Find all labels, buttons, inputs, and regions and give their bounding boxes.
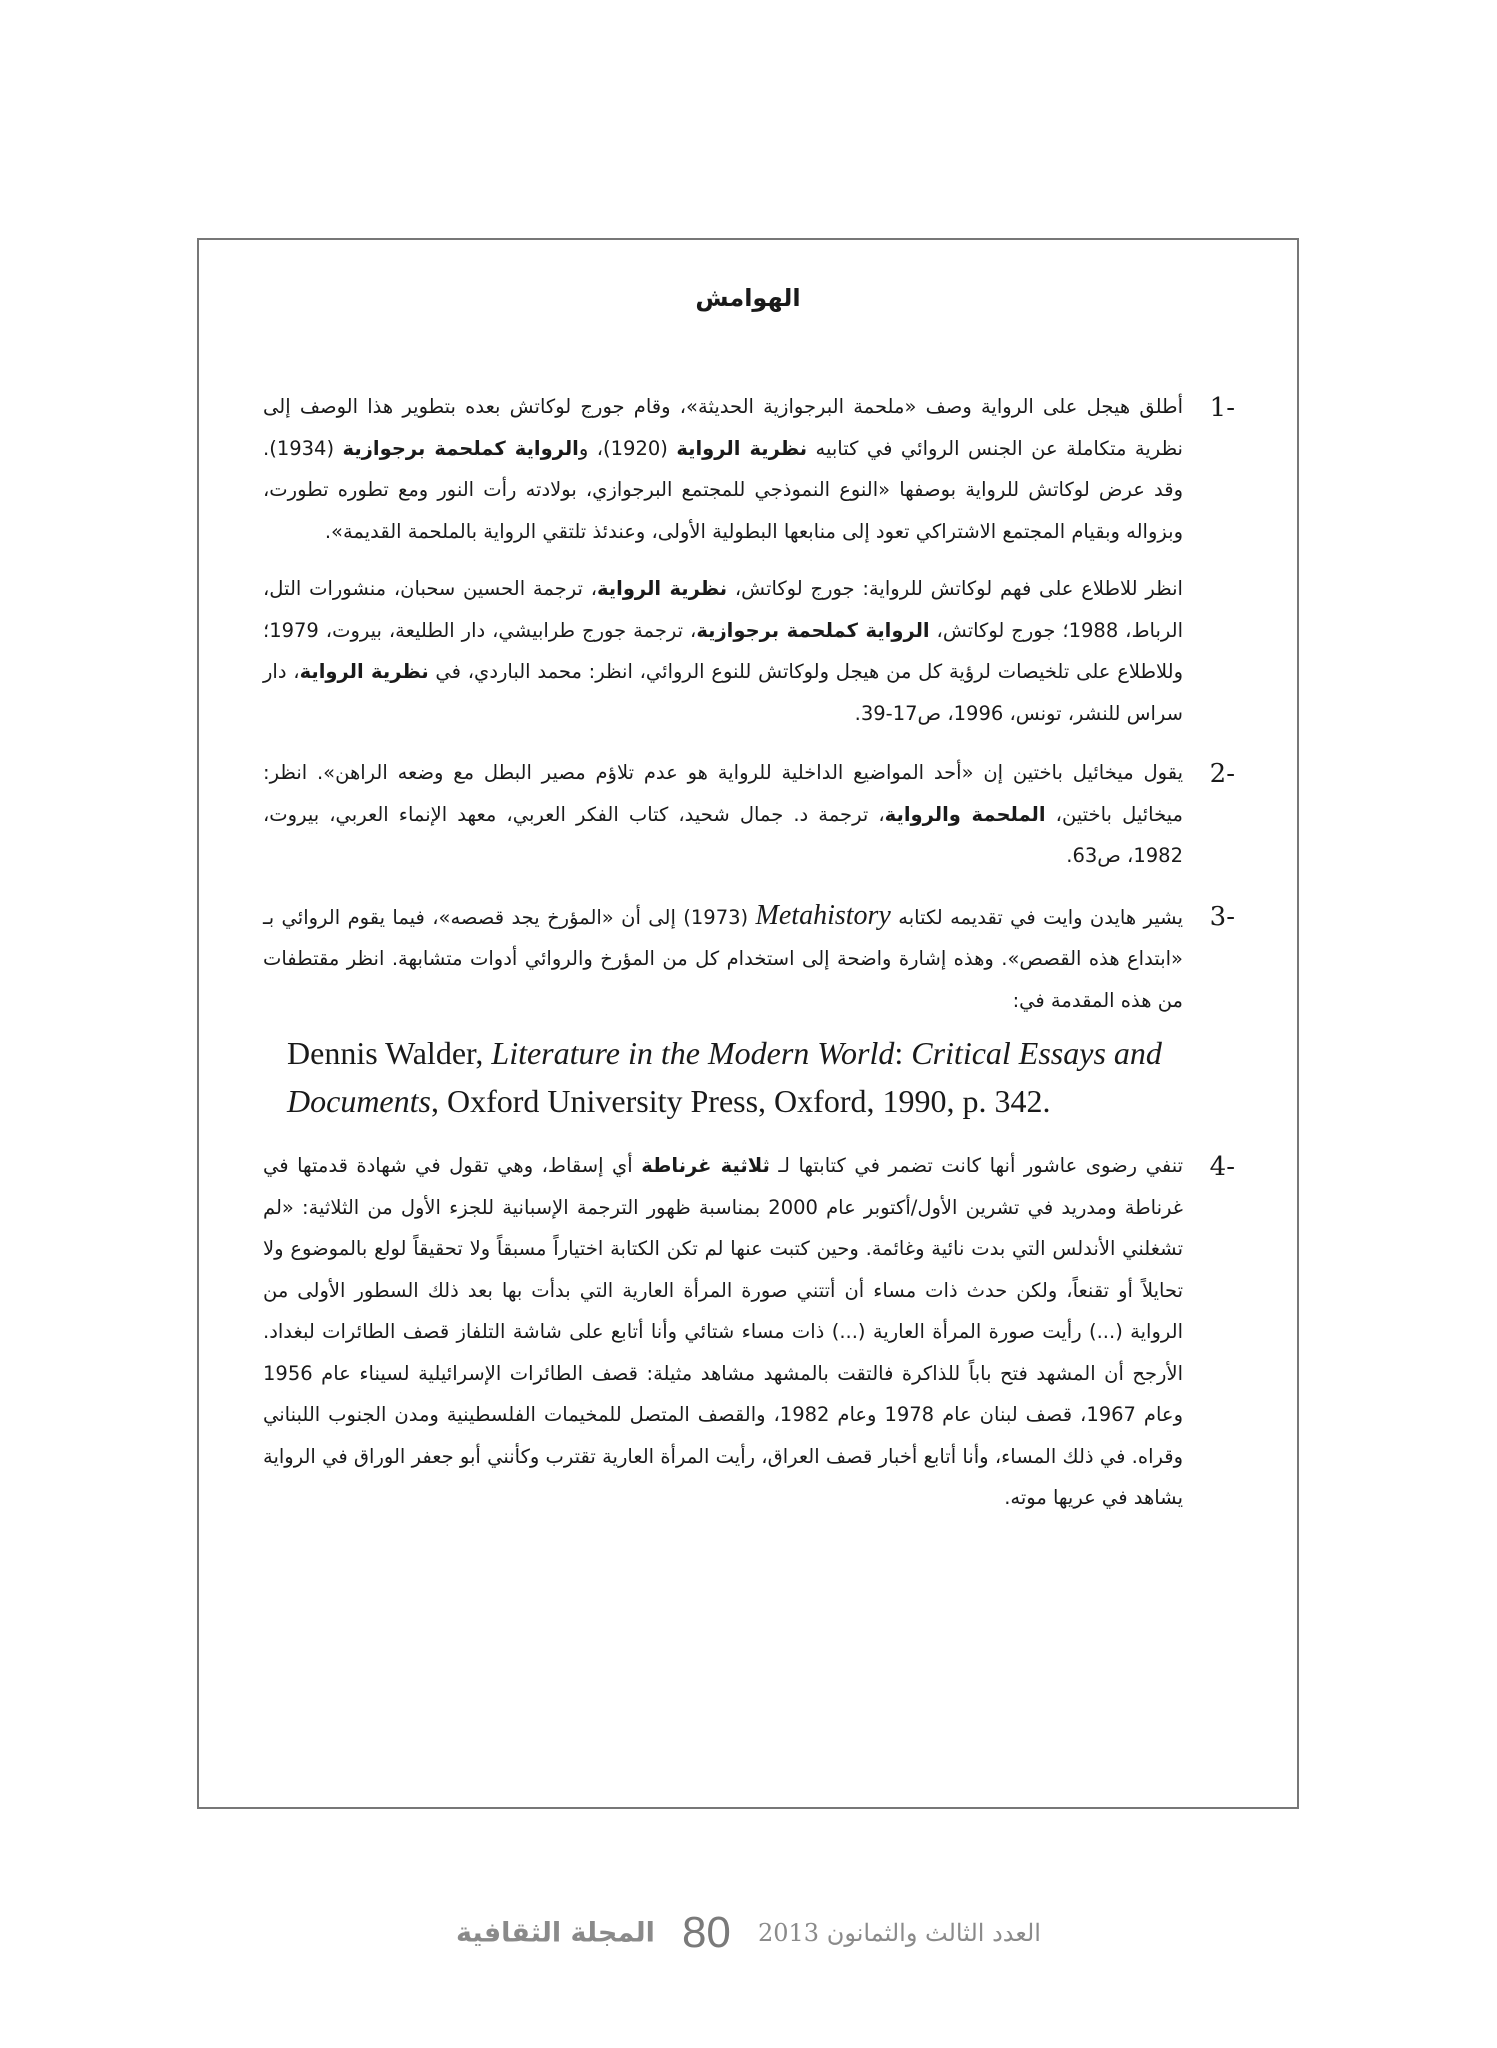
footnote-4 [263, 1145, 1233, 1519]
footnote-1 [263, 386, 1233, 734]
text-run: تنفي رضوى عاشور أنها كانت تضمر في كتابتها لـ [769, 1154, 1184, 1177]
footnote-paragraph [263, 752, 1233, 877]
footnotes-box [197, 238, 1299, 1809]
ref-author: Dennis Walder, [287, 1035, 492, 1071]
book-title: نظرية الرواية [676, 436, 808, 460]
footnote-paragraph [263, 386, 1233, 552]
text-run: (1920)، و [578, 436, 677, 460]
text-run: يشير هايدن وايت في تقديمه لكتابه [890, 905, 1184, 929]
text-run: أطلق هيجل على الرواية وصف «ملحمة البرجوازية الحديثة»، وقام جورج لوكاتش بعده بتطوير هذا الوصف إلى نظرية متكاملة عن الجنس الروائي في كتابيه [263, 395, 1183, 460]
text-run: ، ترجمة جورج طرابيشي، دار الطليعة، بيروت، 1979؛ وللاطلاع على تلخيصات لرؤية كل من هيجل ولوكاتش للنوع الروائي، انظر: محمد الباردي، في [263, 618, 1183, 683]
ref-title: Literature in the Modern World [491, 1035, 895, 1071]
book-title: ثلاثية غرناطة [641, 1154, 770, 1177]
footnote-paragraph [263, 895, 1233, 1022]
text-run: ، دار سراس للنشر، تونس، 1996، ص17-39. [263, 660, 1183, 725]
page-title: الهوامش [695, 284, 801, 312]
magazine-name: المجلة الثقافية [456, 1917, 655, 1949]
book-title: الرواية كملحمة برجوازية [696, 618, 930, 642]
text-run: (1973) إلى أن «المؤرخ يجد قصصه»، فيما يقوم الروائي بـ «ابتداع هذه القصص». وهذه إشارة واضحة إلى استخدام كل من المؤرخ والروائي أدوات متشابهة. انظر مقتطفات من هذه المقدمة في: [263, 905, 1183, 1012]
page-number: 80 [681, 1908, 731, 1957]
book-title: الرواية كملحمة برجوازية [342, 436, 579, 460]
footnote-number: 2- [1209, 759, 1235, 789]
footnote-2 [263, 752, 1233, 877]
book-title: نظرية الرواية [299, 660, 429, 683]
ref-publisher: , Oxford University Press, Oxford, 1990, p. 342. [430, 1083, 1051, 1119]
issue-label: العدد الثالث والثمانون 2013 [758, 1919, 1041, 1947]
text-run: ، ترجمة الحسين سحبان، منشورات التل، الرباط، 1988؛ جورج لوكاتش، [263, 577, 1183, 642]
english-reference [287, 1029, 1233, 1125]
book-title: نظرية الرواية [596, 577, 728, 600]
footnote-paragraph [263, 568, 1233, 734]
ref-subtitle: Critical Essays and Documents [287, 1035, 1162, 1119]
text-run: ، ترجمة د. جمال شحيد، كتاب الفكر العربي، معهد الإنماء العربي، بيروت، 1982، ص63. [263, 802, 1183, 867]
text-run: يقول ميخائيل باختين إن «أحد المواضيع الداخلية للرواية هو عدم تلاؤم مصير البطل مع وضعه الراهن». انظر: ميخائيل باختين، [263, 761, 1184, 826]
footnote-number: 1- [1209, 393, 1235, 423]
text-run: أي إسقاط، وهي تقول في شهادة قدمتها في غرناطة ومدريد في تشرين الأول/أكتوبر عام 2000 بمناسبة ظهور الترجمة الإسبانية للجزء الأول من الثلاثية: «لم تشغلني الأندلس التي بدت نائية وغائمة. وحين كتبت عنها لم تكن الكتابة اختياراً مسبقاً ولا تحقيقاً لولع بالموضوع ولا تحايلاً أو تقنعاً، ولكن حدث ذات مساء أن أتتني صورة المرأة العارية التي بدأت بها بعد ذلك السطور الأولى من الرواية (...) رأيت صورة المرأة العارية (...) ذات مساء شتائي وأنا أتابع على شاشة التلفاز قصف الطائرات لبغداد. الأرجح أن المشهد فتح باباً للذاكرة فالتقت بالمشهد مشاهد مثيلة: قصف الطائرات الإسرائيلية لسيناء عام 1956 وعام 1967، قصف لبنان عام 1978 وعام 1982، والقصف المتصل للمخيمات الفلسطينية ومدن الجنوب اللبناني وقراه. في ذلك المساء، وأنا أتابع أخبار قصف العراق، رأيت المرأة العارية تقترب وكأنني أبو جعفر الوراق في الرواية يشاهد في عريها موته. [263, 1154, 1183, 1509]
book-title: الملحمة والرواية [884, 802, 1046, 826]
text-run: (1934). وقد عرض لوكاتش للرواية بوصفها «النوع النموذجي للمجتمع البرجوازي، بولادته رأت النور ومع تطوره تطورت، وبزواله وبقيام المجتمع الاشتراكي تعود إلى منابعها البطولية الأولى، وعندئذ تلتقي الرواية بالملحمة القديمة». [263, 436, 1183, 543]
footnote-number: 4- [1209, 1152, 1235, 1182]
footnote-3 [263, 895, 1233, 1126]
text-run: انظر للاطلاع على فهم لوكاتش للرواية: جورج لوكاتش، [727, 577, 1183, 600]
footnote-paragraph [263, 1145, 1233, 1519]
page-footer [0, 1908, 1497, 1958]
book-title: Metahistory [755, 899, 891, 931]
footnote-number: 3- [1209, 901, 1235, 932]
ref-separator: : [894, 1035, 912, 1071]
